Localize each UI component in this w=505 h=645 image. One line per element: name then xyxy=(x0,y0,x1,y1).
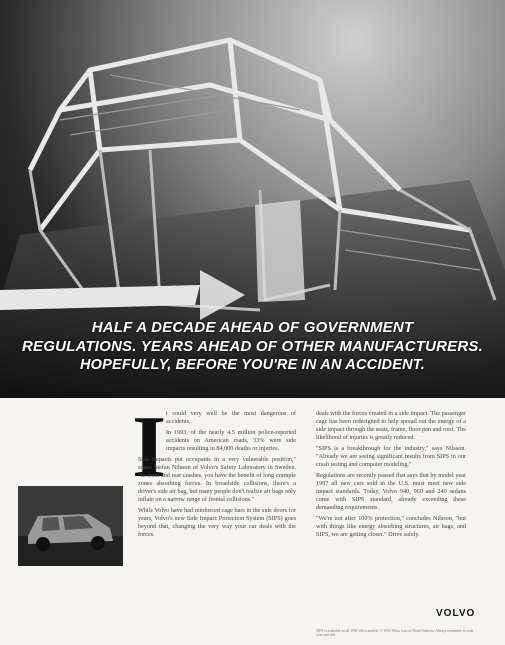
paragraph: t could very well be the most dangerous of accidents. xyxy=(166,410,296,425)
paragraph: "We're not after 100% protection," concludes Nilsson, "but with things like energy absorbing structures, air bags, and SIPS, we are getting closer." Drive safely. xyxy=(316,515,466,538)
body-column-1 xyxy=(138,410,296,542)
paragraph: "SIPS is a breakthrough for the industry," says Nilsson. "Already we are seeing significant results from SIPS in our crash testing and computer modeling." xyxy=(316,445,466,468)
body-section xyxy=(0,398,505,645)
body-column-2 xyxy=(316,410,466,542)
headline xyxy=(0,318,505,375)
paragraph: Regulations are recently passed that says that by model year 1997 all new cars sold in the U.S. must meet new side impact standards. Today, Volvo 940, 960 and 240 sedans come with SIPS standard, already exceeding these demanding requirements. xyxy=(316,472,466,511)
headline-line-2: REGULATIONS. YEARS AHEAD OF OTHER MANUFACTURERS. xyxy=(21,338,483,355)
headline-line-1: HALF A DECADE AHEAD OF GOVERNMENT xyxy=(91,319,414,336)
paragraph: deals with the forces created in a side impact. The passenger cage has been redesigned to help spread out the energy of a side impact through the seats, frame, floor pan and roof. The likelihood of injuries is greatly reduced. xyxy=(316,410,466,441)
paragraph: Side impacts put occupants in a very vulnerable position," states Stefan Nilsson of Volvo's Safety Laboratory in Sweden. "In front and rear crashes, you have the benefit of long crumple zones absorbing forces. In broadside collisions, there's a driver's side air bag, but many people don't realize air bags only inflate on a narrow range of frontal collisions." xyxy=(138,456,296,503)
paragraph: While Volvo have had reinforced cage bars in the side doors for years, Volvo's new Side Impact Protection System (SIPS) goes beyond that, changing the very way your car deals with the forces. xyxy=(138,507,296,538)
fine-print: SIPS is available on all 1994 Volvo models. © 1993 Volvo Cars of North America. Always remember to wear your seat belt. xyxy=(316,629,474,637)
volvo-logo: VOLVO xyxy=(436,608,476,619)
car-thumbnail-photo xyxy=(18,486,123,566)
drop-cap: I xyxy=(132,399,167,496)
paragraph: In 1993, of the nearly 4.5 million police-reported accidents on American roads, 33% were side impacts resulting in 84,000 deaths or injuries. xyxy=(166,429,296,452)
headline-line-3: HOPEFULLY, BEFORE YOU'RE IN AN ACCIDENT. xyxy=(80,357,425,373)
